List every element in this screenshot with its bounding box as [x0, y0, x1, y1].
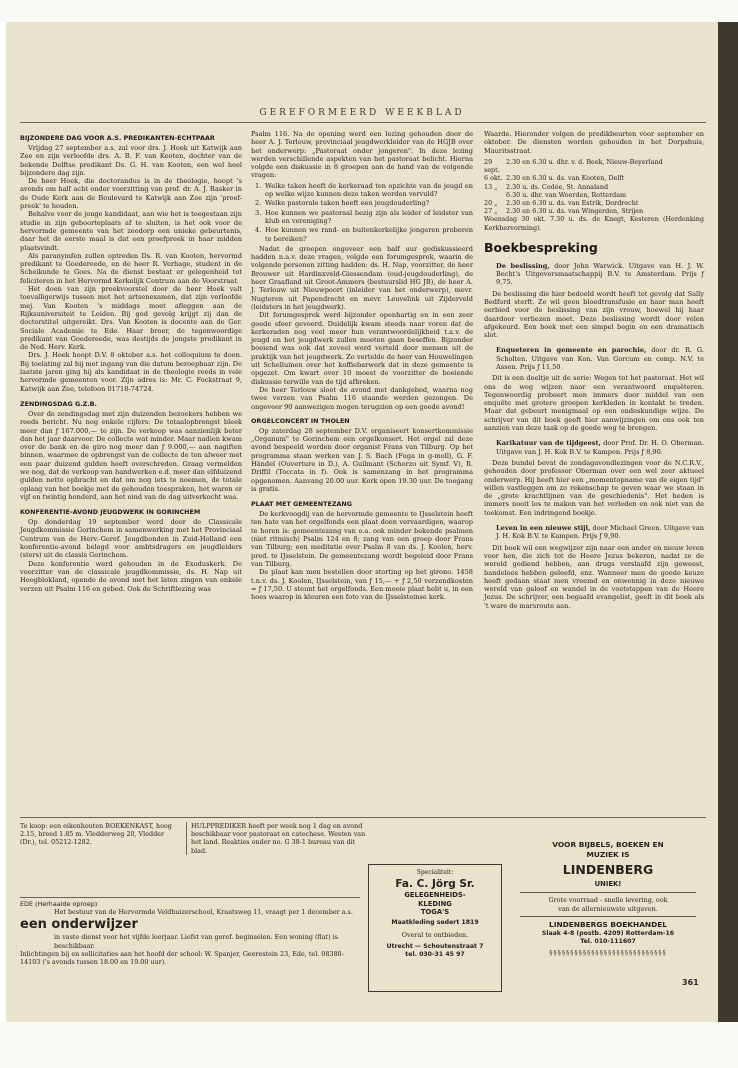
ad-onderwijzer — [20, 897, 360, 966]
ad-intro: Het bestuur van de Hervormde Veldhuizerschool, Kraatsweg 11, vraagt per 1 december a.s. — [54, 908, 353, 917]
ad-address: Slaak 4-8 (postb. 4209) Rotterdam-16 — [541, 929, 675, 937]
ornament-border: §§§§§§§§§§§§§§§§§§§§§§§§§§§§ — [549, 949, 667, 957]
ad-store-name: LINDENBERGS BOEKHANDEL — [548, 920, 668, 929]
book-title: De beslissing, — [496, 261, 550, 270]
schedule-row — [484, 183, 704, 191]
book-header — [484, 524, 704, 541]
schedule-date: 27 „ — [484, 207, 498, 216]
list-text: Welke pastorale taken heeft een jeugdouderling? — [265, 199, 430, 208]
book-info: door John Warwick. Uitgave van H. J. W. Becht's Uitgeversmaatschappij B.V. te Amsterdam. Prijs ƒ 9,75. — [496, 261, 704, 287]
schedule-row — [484, 199, 704, 207]
article-predikanten-echtpaar — [20, 134, 242, 393]
schedule-row — [484, 191, 704, 199]
ad-line: van de allernieuwste uitgaven. — [558, 904, 658, 913]
ad-line: GELEGENHEIDS- — [404, 891, 466, 900]
article-paragraph: De heer Terlouw sloot de avond met dankgebed, waarna nog twee verzen van Psalm 116 staande werden gezongen. De ongeveer 90 aanwezigen mogen terugzien op een goede avond! — [251, 385, 473, 411]
ad-line: TOGA'S — [420, 908, 450, 917]
book-review — [484, 346, 704, 432]
article-konferentie-avond — [20, 508, 242, 593]
masthead: GEREFORMEERD WEEKBLAD — [259, 108, 465, 118]
magazine-page — [6, 22, 718, 1022]
ad-jorg — [368, 864, 502, 992]
article-paragraph: Op zaterdag 28 september D.V. organiseert konsertkommissie „Organum" te Gorinchem een orgelkonsert. Het orgel zal deze avond bespeeld worden door organist Frans van Tilburg. Op het programma staan werken van J. S. Bach (Fuga in g-moll), G. F. Händel (Ouverture in D.), A. Guilmant (Scherzo uit Symf. V), R. Driffil (Toccata in f). Ook is samenzang in het programma opgenomen. Aanvang 20.00 uur. Kerk open 19.30 uur. De toegang is gratis. — [251, 426, 473, 493]
book-info: door Michael Green. Uitgave van J. H. Kok B.V. te Kampen. Prijs ƒ 9,90. — [496, 524, 704, 541]
book-header — [484, 439, 704, 456]
ad-slogan: UNIEK! — [594, 880, 622, 889]
ad-detail: in vaste dienst voor het vijfde leerjaar. Liefst van geref. beginselen. Een woning (flat) is beschikbaar. — [54, 933, 338, 950]
ad-brand: LINDENBERG — [562, 862, 654, 878]
ad-note: Overal te ontbieden. — [401, 930, 469, 939]
ad-lindenberg — [510, 840, 706, 957]
article-heading: ZENDINGSDAG G.Z.B. — [20, 399, 97, 408]
article-heading: ORGELCONCERT IN THOLEN — [251, 416, 350, 425]
book-header — [484, 262, 704, 287]
article-paragraph: Het doen van zijn preekvoorstel door de heer Hoek valt toevalligerwijs tussen met het artsenexamen, dat zijn verloofde mej. Van Kooten 's middags moet afleggen aan de Rijksuniversiteit te Leiden. Bij god gevolg krijgt zij dan de doctorstitel uitgereikt. Drs. Van Kooten is docente aan de Ger. Sociale Academie te Ede. Haar broer, de tegenwoordige predikant van Goedereede, was destijds de jongste predikant in de Ned. Herv. Kerk. — [20, 285, 242, 352]
book-review — [484, 439, 704, 517]
book-title: Enqueteren in gemeente en parochie, — [496, 346, 647, 355]
schedule-text: 2.30 en 6.30 u. ds. van Wingerden, Strijen — [506, 207, 644, 216]
section-title-boekbespreking: Boekbespreking — [484, 239, 598, 255]
book-title: Karikatuur van de tijdgeest, — [496, 439, 601, 448]
schedule-date: 20 „ — [484, 198, 498, 207]
schedule-text: Woensdag 30 okt. 7.30 u. ds. de Knegt, Kesteren (Herdenking Kerkhervorming). — [484, 215, 704, 232]
article-paragraph: Behalve voor de jonge kandidaat, aan wie het is toegestaan zijn studie in zijn geboorteplaats af te sluiten, is het ook voor de hervormde gemeente van het zeedorp een unieke gebeurtenis, daar het de eerste maal is dat een proefpreek in haar midden plaatsvindt. — [20, 210, 242, 252]
article-paragraph: Op donderdag 19 september werd door de Classicale Jeugdkommissie Gorinchem in samenwerking met het Provinciaal Centrum van de Herv.-Geref. Jeugdbonden in Zuid-Holland een konferentie-avond belegd voor ambtsdragers en jeugdleiders (sters) uit de classis Gorinchem. — [20, 518, 242, 560]
list-item — [255, 209, 473, 226]
list-item — [255, 226, 473, 243]
schedule-text: 2.30 en 6.30 u. dhr. v. d. Beek, Nieuw-Beyerland — [506, 157, 663, 166]
list-number: 4. — [255, 226, 262, 235]
ad-phone: Tel. 010-111607 — [580, 937, 636, 945]
article-paragraph: Als paranymfen zullen optreden Ds. R. van Kooten, hervormd predikant te Goedereede, en de heer R. Verhage, student in de Scheikunde te Goes. Na de dienst bestaat er gelegenheid tot feliciteren in het Hervormd Kerkelijk Centrum aan de Voorstraat. — [20, 251, 242, 285]
book-info: door dr. R. G. Scholten. Uitgave van Kon. Van Gorcum en comp. N.V. te Assen. Prijs ƒ 11,50 — [496, 346, 704, 371]
article-paragraph: De heer Hoek, die doctorandus is in de theologie, hoopt 's avonds om half acht onder voorzitting van prof. dr. A. J. Rasker in de Oude Kerk aan de Boulevard te Katwijk aan Zee zijn 'proef-preek' te houden. — [20, 177, 242, 211]
article-zendingsdag — [20, 400, 242, 501]
ad-info: Inlichtingen bij en sollicitaties aan het hoofd der school: W. Spanjer, Geerestein 23, Ede, tel. 08380-14103 ('s avonds tussen 18.00 en 19.00 uur). — [20, 949, 344, 967]
book-review-text: De beslissing die hier bedoeld wordt heeft tot gevolg dat Sally Bedford sterft. Ze wil geen bloedtransfusie en haar man heeft eerbied voor de beslissing van zijn vrouw, hoewel hij haar daardoor verliezen moet. Deze beslissing wordt door velen afgekeurd. Een boek met een simpel begin en een dramatisch slot. — [484, 289, 704, 340]
column-2 — [251, 130, 473, 608]
book-review-text: Deze bundel bevat de zondagavondlezingen voor de N.C.R.V., gehouden door professor Oberman over een wel zeer aktueel onderwerp. Hij heeft hier een „momentopname van de eigen tijd" willen vastleggen om zo rekenschap te geven waar we staan in de „grote krachtlijnen van de geschiedenis". Het heden is immers nooit los te maken van het verleden en ook niet van de toekomst. Een indringend boekje. — [484, 458, 704, 517]
schedule-text: 2.30 en 6.30 u. ds. van Estrik, Dordrecht — [506, 198, 639, 207]
article-paragraph: Nadat de groepen ongeveer een half uur gediskussieerd hadden n.a.v. deze vragen, volgde een forumgesprek, waarin de volgende personen zitting hadden: ds. H. Nap, voorzitter, de heer Brouwer uit Hardinxveld-Giessendam (oud-jeugdouderling), de heer Graafland uit Groot-Ammers (bestuurslid HG JB), de heer A. J. Terlouw uit Nieuwpoort (inleider van het onderwerp), mevr. Nugteren uit Papendrecht en mevr. Leuvelink uit Zijderveld (leidsters in het jeugdwerk). — [251, 244, 473, 311]
list-item — [255, 182, 473, 199]
book-review-text: Dit boek wil een wegwijzer zijn naar een ander en nieuw leven voor hen, die zich tot de Heere Jezus bekeren, nadat ze de wereld gediend hebben, aan drugs verslaafd zijn geweest, bandeloos hebben geleefd, enz. Wanneer men de goede keuze heeft gedaan staat men vreemd en onwennig in deze nieuwe wereld van geloof en wandel in de voetstappen van de Heere Jezus. De schrijver, een begaafd evangelist, geeft in dit boek als 't ware de marsroute aan. — [484, 543, 704, 610]
schedule-text: 6.30 u. dhr. van Woerden, Rotterdam — [506, 190, 627, 199]
schedule-date — [484, 191, 506, 199]
article-heading: PLAAT MET GEMEENTEZANG — [251, 500, 352, 509]
ad-phone: tel. 030-31 45 97 — [405, 951, 465, 959]
book-info: door Prof. Dr. H. O. Oberman. Uitgave van J. H. Kok B.V. te Kampen. Prijs ƒ 8,90. — [496, 439, 704, 456]
ads-divider — [20, 817, 706, 818]
article-paragraph: De plaat kan men bestellen door storting op het girono. 1458 t.n.v. ds. J. Koolen, IJsselstein, van ƒ 15,— + ƒ 2,50 verzendkosten = ƒ 17,50. U steunt het orgelfonds. Een mooie plaat hebt u, in een hoes waarop in kleuren een foto van de IJsselsteinse kerk. — [251, 568, 473, 602]
ad-address: Utrecht — Schoutenstraat 7 — [386, 943, 484, 951]
book-review-text: Dit is een deeltje uit de serie: Wegen tot het pastoraat. Het wil ons de weg wijzen naar een verantwoord enquêteren. Tegenwoordig probeert men immers door middel van een enquête met grotere groepen kerkleden in kontakt te treden. Maar dat gebeurt menigmaal op een ondeskundige wijze. De schrijver van dit boek geeft hier aanwijzingen om ons ook ten aanzien van deze taak op de goede weg te brengen. — [484, 374, 704, 433]
book-review — [484, 262, 704, 340]
service-schedule — [484, 158, 704, 232]
book-header — [484, 346, 704, 371]
schedule-date: 29 sept. — [484, 157, 500, 175]
ad-specialist-label: Specialiteit: — [416, 869, 454, 876]
list-number: 1. — [255, 181, 262, 190]
article-continuation: Psalm 116. Na de opening werd een lezing gehouden door de heer A. J. Terlouw, provinciaal jeugdwerkleider van de HGJB over het onderwerp: „Pastoraat onder jongeren". In deze lezing werden verschillende aspekten van het pastoraat belicht. Hierna volgde een diskussie in 8 groepen aan de hand van de volgende vragen: — [251, 130, 473, 180]
schedule-row — [484, 174, 704, 182]
column-3 — [484, 130, 704, 617]
waarde-intro: Waarde. Hieronder volgen de predikbeurten voor september en oktober. De diensten worden gehouden in het Dorpshuis, Mauritsstraat. — [484, 130, 704, 155]
ad-divider — [520, 892, 696, 893]
page-number: 361 — [682, 978, 699, 987]
article-paragraph: Vrijdag 27 september a.s. zal voor drs. J. Hoek uit Katwijk aan Zee en zijn verloofde drs. A. B. F. van Kooten, dochter van de bekende Delftse predikant Ds. G. H. van Kooten, een wel heel bijzondere dag zijn. — [20, 144, 242, 177]
list-text: Hoe kunnen we rand- en buitenkerkelijke jongeren proberen te bereiken? — [265, 226, 473, 243]
scan-margin-top — [0, 0, 738, 22]
list-item — [255, 199, 473, 207]
article-heading: KONFERENTIE-AVOND JEUGDWERK IN GORINCHEM — [20, 508, 201, 517]
list-text: Hoe kunnen we pastoraal bezig zijn als leider of leidster van klub en vereniging? — [265, 208, 473, 225]
book-title: Leven in een nieuwe stijl, — [496, 524, 591, 533]
schedule-row — [484, 215, 704, 231]
ad-tag: EDE (Herhaalde oproep) — [20, 900, 98, 908]
article-paragraph: Deze konferentie werd gehouden in de Exoduskerk. De voorzitter van de classicale jeugdkommissie, ds. H. Nap uit Hoogblokland, opende de avond met het laten zingen van enkele verzen uit Psalm 116 en gebed. Ook de Schriftlezing was — [20, 559, 242, 593]
schedule-text: 2.30 u. ds. Codée, St. Annaland — [506, 182, 609, 191]
article-plaat-gemeentezang — [251, 500, 473, 601]
book-spine-edge — [716, 22, 738, 1022]
list-number: 2. — [255, 199, 262, 208]
schedule-date: 6 okt. — [484, 174, 503, 183]
ad-line: MUZIEK IS — [586, 849, 630, 859]
ad-divider — [520, 916, 696, 917]
question-list — [255, 182, 473, 243]
schedule-row — [484, 207, 704, 215]
masthead-rule — [20, 122, 706, 123]
ad-line: Grote voorraad - snelle levering, ook — [548, 896, 668, 905]
scan-margin-bottom — [0, 1022, 738, 1068]
column-1 — [20, 130, 242, 600]
schedule-date: 13 „ — [484, 182, 498, 191]
article-orgelconcert — [251, 417, 473, 493]
list-text: Welke taken heeft de kerkeraad ten opzichte van de jeugd en op welke wijze kunnen deze taken worden vervuld? — [265, 181, 473, 199]
ad-boekenkast: Te koop: een eikenhouten BOEKENKAST, hoog 2.15, breed 1.85 m. Vledderweg 20, Vledder (Dr.), tel. 05212-1282. — [20, 822, 172, 847]
schedule-row — [484, 158, 704, 174]
ad-hulppredikter: HULPPREDIKER heeft per week nog 1 dag en avond beschikbaar voor pastoraat en catechese. Westen van het land. Reakties onder no. G 38-1 bureau van dit blad. — [186, 822, 366, 855]
ad-established: Maatkleding sedert 1819 — [391, 918, 479, 926]
ad-line: KLEDING — [418, 899, 452, 908]
ad-headline: een onderwijzer — [20, 917, 138, 933]
ad-line: VOOR BIJBELS, BOEKEN EN — [552, 840, 664, 849]
article-paragraph: Over de zendingsdag met zijn duizenden bezoekers hebben we reeds bericht. Nu nog enkele cijfers: De totaalopbrengst bleek meer dan ƒ 167.000,— te zijn. De verkoop was aanzienlijk beter dan het jaar daarvoor. De collecte wat minder. Maar nadien kwam over de bank en de giro nog meer dan ƒ 9.000,— aan nagiften binnen, waarmee de opbrengst van de collecte de ton alweer met een paar duizend gulden heeft overschreden. Graag vermelden we nog, dat de verkoop van handwerken e.d. meer dan elfduizend gulden netto opbracht en dat om nog iets te noemen, de totale oplaag van het boekje met de gehouden toespraken, het waren er vijf en twintig honderd, aan het eind van de dag uitverkocht was. — [20, 409, 242, 501]
book-review — [484, 524, 704, 610]
article-paragraph: Dit forumgesprek werd bijzonder openhartig en in een zeer goede sfeer gevoerd. Duidelijk kwam steeds naar voren dat de kerkeraden nog veel meer hun verantwoordelijkheid t.a.v. de jeugd en het jeugdwerk zullen moeten gaan beseffen. Bijzonder boeiend was ook dat zoveel werd verteld door mensen uit de praktijk van het jeugdwerk. Zo vertelde de heer van Houwelingen uit Schelluinen over het koffiebarwerk dat in deze gemeente is opgezet. Om kwart over 10 moest de voorzitter de boeiende diskussie terwille van de tijd afbreken. — [251, 311, 473, 386]
article-paragraph: Drs. J. Hoek hoopt D.V. 8 oktober a.s. het colloquium te doen. Bij toelating zal hij met ingang van die datum beroepbaar zijn. De laatste jaren ging hij als kandidaat in de theologie reeds in vele hervormde gemeenten voor. Zijn adres is: Mr. C. Fockstraat 9, Katwijk aan Zee, telefoon 01718-74724. — [20, 351, 242, 393]
list-number: 3. — [255, 208, 262, 217]
article-heading: BIJZONDERE DAG VOOR A.S. PREDIKANTEN-ECHTPAAR — [20, 134, 215, 142]
ad-firm-name: Fa. C. Jörg Sr. — [395, 878, 475, 891]
article-paragraph: De kerkvoogdij van de hervormde gemeente te IJsselstein heeft ten bate van het orgelfonds een plaat doen vervaardigen, waarop te horen is: gemeentezang van o.a. ook minder bekende psalmen (niet ritmisch) Psalm 124 en 8; zang van een groep door Frans van Tilburg; een meditatie over Psalm 8 van ds. J. Koolen, herv. pred. te IJsselstein. De gemeentezang wordt begeleid door Frans van Tilburg. — [251, 510, 473, 568]
schedule-text: 2.30 en 6.30 u. ds. van Kooten, Delft — [506, 174, 625, 183]
